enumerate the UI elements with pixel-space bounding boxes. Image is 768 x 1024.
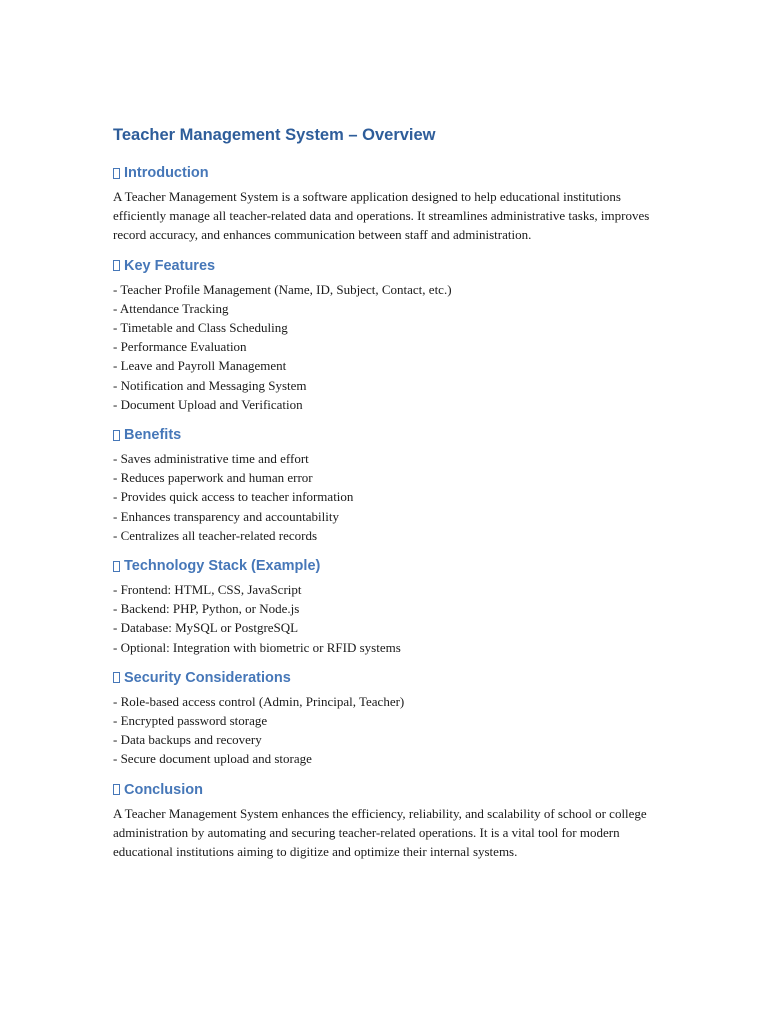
list-item: - Backend: PHP, Python, or Node.js xyxy=(113,601,300,617)
section-heading-security-considerations xyxy=(113,667,673,689)
missing-glyph-icon xyxy=(113,168,120,179)
document-page xyxy=(113,122,673,871)
feature-list xyxy=(113,280,673,414)
section-heading-label: Technology Stack (Example) xyxy=(124,558,321,575)
section-benefits xyxy=(113,424,673,545)
missing-glyph-icon xyxy=(113,672,120,683)
list-item: - Document Upload and Verification xyxy=(113,396,303,412)
section-heading-label: Benefits xyxy=(124,427,182,444)
list-item: - Leave and Payroll Management xyxy=(113,358,287,374)
section-technology-stack xyxy=(113,555,673,657)
list-item: - Timetable and Class Scheduling xyxy=(113,320,288,336)
list-item: - Notification and Messaging System xyxy=(113,377,307,393)
section-heading-label: Introduction xyxy=(124,165,209,181)
section-introduction xyxy=(113,162,673,245)
list-item: - Encrypted password storage xyxy=(113,713,268,729)
list-item: - Secure document upload and storage xyxy=(113,751,312,767)
missing-glyph-icon xyxy=(113,784,120,795)
list-item: - Optional: Integration with biometric or RFID systems xyxy=(113,639,401,655)
section-heading-label: Conclusion xyxy=(124,781,203,798)
list-item: - Saves administrative time and effort xyxy=(113,451,309,467)
list-item: - Teacher Profile Management (Name, ID, Subject, Contact, etc.) xyxy=(113,281,452,297)
tech-stack-list xyxy=(113,580,673,657)
list-item: - Data backups and recovery xyxy=(113,732,262,748)
list-item: - Database: MySQL or PostgreSQL xyxy=(113,620,299,636)
missing-glyph-icon xyxy=(113,561,120,572)
missing-glyph-icon xyxy=(113,430,120,441)
section-heading-key-features xyxy=(113,255,673,277)
security-list xyxy=(113,692,673,769)
missing-glyph-icon xyxy=(113,260,120,271)
section-heading-label: Key Features xyxy=(124,257,216,274)
list-item: - Centralizes all teacher-related records xyxy=(113,527,318,543)
section-security-considerations xyxy=(113,667,673,769)
section-paragraph: A Teacher Management System is a software application designed to help educational institutions efficiently manage all teacher-related data and operations. It streamlines administrative tasks, improves record accuracy, and enhances communication between staff and administration. xyxy=(113,189,650,243)
list-item: - Attendance Tracking xyxy=(113,300,229,316)
list-item: - Performance Evaluation xyxy=(113,339,247,355)
list-item: - Enhances transparency and accountability xyxy=(113,508,339,524)
list-item: - Provides quick access to teacher information xyxy=(113,489,354,505)
section-heading-technology-stack xyxy=(113,555,673,577)
section-conclusion xyxy=(113,779,673,862)
benefit-list xyxy=(113,449,673,545)
document-title: Teacher Management System – Overview xyxy=(113,126,436,144)
section-heading-introduction xyxy=(113,162,673,184)
section-heading-benefits xyxy=(113,424,673,446)
section-paragraph: A Teacher Management System enhances the efficiency, reliability, and scalability of school or college administration by automating and securing teacher-related operations. It is a vital tool for modern educational institutions aiming to digitize and optimize their internal systems. xyxy=(113,805,647,860)
list-item: - Role-based access control (Admin, Principal, Teacher) xyxy=(113,693,405,709)
section-key-features xyxy=(113,255,673,414)
section-heading-conclusion xyxy=(113,779,673,801)
list-item: - Reduces paperwork and human error xyxy=(113,470,313,486)
list-item: - Frontend: HTML, CSS, JavaScript xyxy=(113,582,302,598)
section-heading-label: Security Considerations xyxy=(124,669,291,686)
